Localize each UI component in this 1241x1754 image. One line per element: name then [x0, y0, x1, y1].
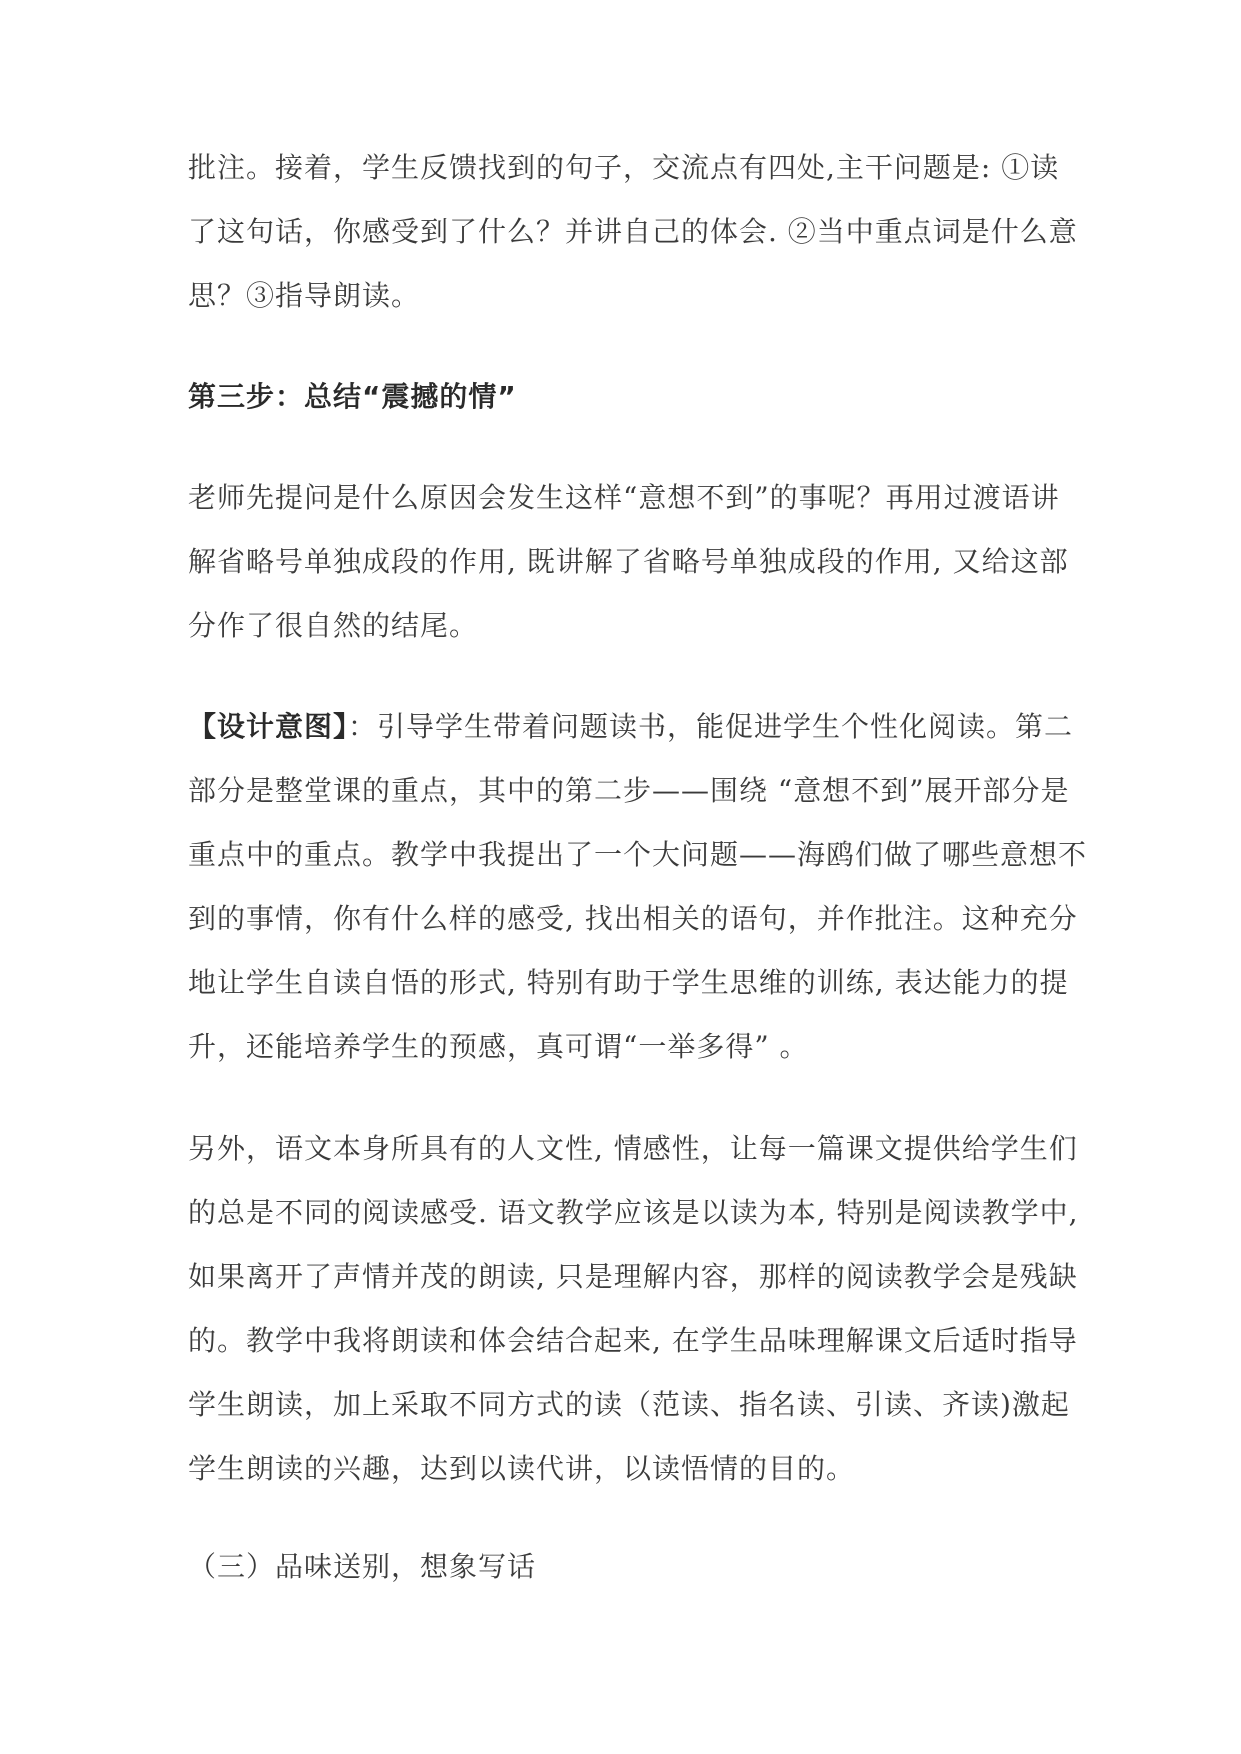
text-line: 解省略号单独成段的作用, 既讲解了省略号单独成段的作用, 又给这部 — [188, 545, 1069, 578]
design-intent-label: 【设计意图】 — [188, 710, 349, 743]
text-line: 部分是整堂课的重点，其中的第二步——围绕 “意想不到”展开部分是 — [188, 774, 1070, 807]
paragraph-reading-teaching — [188, 1117, 1079, 1501]
text-line: 学生朗读，加上采取不同方式的读（范读、指名读、引读、齐读)激起 — [188, 1388, 1070, 1421]
text-line: 升，还能培养学生的预感，真可谓“一举多得” 。 — [188, 1030, 809, 1063]
section3-heading-block — [188, 1535, 1068, 1599]
text-line: 学生朗读的兴趣，达到以读代讲，以读悟情的目的。 — [188, 1452, 856, 1485]
design-intent-first-line: ：引导学生带着问题读书，能促进学生个性化阅读。第二 — [348, 710, 1074, 743]
text-line: 如果离开了声情并茂的朗读, 只是理解内容，那样的阅读教学会是残缺 — [188, 1260, 1078, 1293]
text-line: 老师先提问是什么原因会发生这样“意想不到”的事呢？再用过渡语讲 — [188, 481, 1060, 514]
step3-heading: 第三步：总结“震撼的情” — [188, 380, 517, 413]
text-line: 地让学生自读自悟的形式, 特别有助于学生思维的训练, 表达能力的提 — [188, 966, 1069, 999]
text-line — [188, 695, 1074, 759]
paragraph-teacher-question — [188, 466, 1068, 658]
paragraph-feedback — [188, 136, 1078, 328]
step3-heading-block — [188, 365, 1068, 429]
section3-heading: （三）品味送别，想象写话 — [188, 1550, 537, 1583]
paragraph-design-intent — [188, 695, 1088, 1079]
text-line: 思？③指导朗读。 — [188, 279, 421, 312]
text-line: 了这句话，你感受到了什么？并讲自己的体会. ②当中重点词是什么意 — [188, 215, 1078, 248]
text-line: 到的事情，你有什么样的感受, 找出相关的语句，并作批注。这种充分 — [188, 902, 1078, 935]
text-line: 另外，语文本身所具有的人文性, 情感性，让每一篇课文提供给学生们 — [188, 1132, 1078, 1165]
text-line: 重点中的重点。教学中我提出了一个大问题——海鸥们做了哪些意想不 — [188, 838, 1088, 871]
text-line: 批注。接着，学生反馈找到的句子，交流点有四处,主干问题是: ①读 — [188, 151, 1060, 184]
text-line: 的总是不同的阅读感受. 语文教学应该是以读为本, 特别是阅读教学中, — [188, 1196, 1079, 1229]
text-line: 的。教学中我将朗读和体会结合起来, 在学生品味理解课文后适时指导 — [188, 1324, 1078, 1357]
text-line: 分作了很自然的结尾。 — [188, 609, 479, 642]
